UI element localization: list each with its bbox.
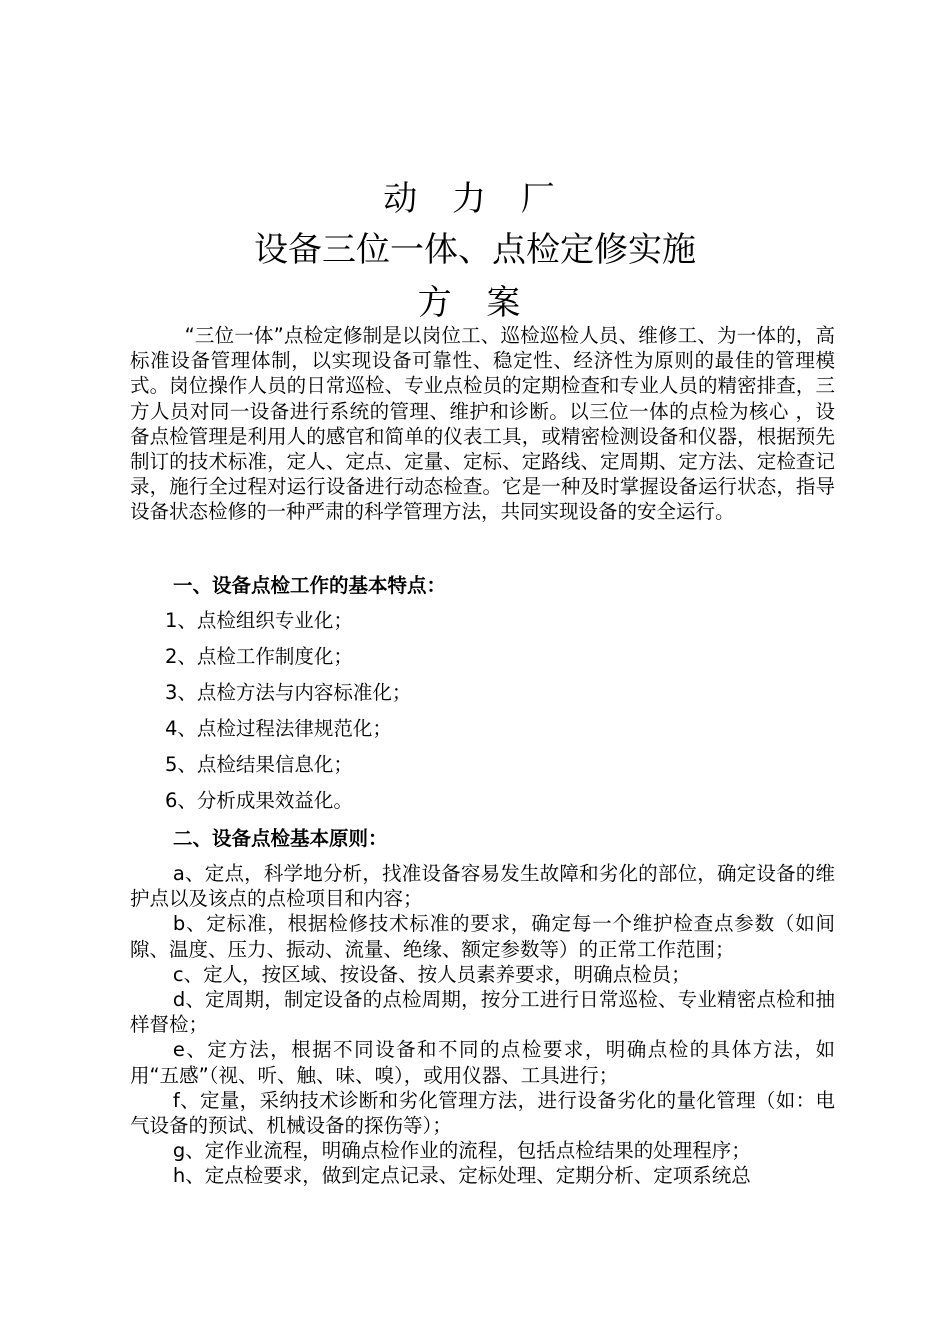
list-item: b、定标准，根据检修技术标准的要求，确定每一个维护检查点参数（如间隙、温度、压力、振动、流量、绝缘、额定参数等）的正常工作范围； xyxy=(130,912,835,961)
title-line-2: 设备三位一体、点检定修实施 xyxy=(254,230,696,270)
list-item: h、定点检要求，做到定点记录、定标处理、定期分析、定项系统总 xyxy=(172,1164,751,1188)
list-item: e、定方法，根据不同设备和不同的点检要求，明确点检的具体方法，如用“五感”（视、听、触、味、嗅），或用仪器、工具进行； xyxy=(130,1038,835,1087)
list-item: 1、点检组织专业化； xyxy=(165,609,353,632)
title-line-1: 动 力 厂 xyxy=(383,179,567,219)
list-item: a、定点，科学地分析，找准设备容易发生故障和劣化的部位，确定设备的维护点以及该点的点检项目和内容； xyxy=(130,862,835,911)
list-item: 4、点检过程法律规范化； xyxy=(165,717,392,740)
section-1-heading: 一、设备点检工作的基本特点： xyxy=(173,574,447,597)
list-item: g、定作业流程，明确点检作业的流程，包括点检结果的处理程序； xyxy=(172,1139,751,1163)
list-item: 6、分析成果效益化。 xyxy=(165,789,353,812)
list-item: d、定周期，制定设备的点检周期，按分工进行日常巡检、专业精密点检和抽样督检； xyxy=(130,988,835,1037)
principle-list xyxy=(130,861,835,1189)
title-line-3: 方 案 xyxy=(417,283,533,323)
list-item: 2、点检工作制度化； xyxy=(165,645,353,668)
list-item: 5、点检结果信息化； xyxy=(165,753,353,776)
list-item: c、定人，按区域、按设备、按人员素养要求，明确点检员； xyxy=(172,962,691,986)
section-2-heading: 二、设备点检基本原则： xyxy=(173,827,388,850)
list-item: 3、点检方法与内容标准化； xyxy=(165,681,412,704)
feature-list xyxy=(165,608,411,824)
list-item: f、定量，采纳技术诊断和劣化管理方法，进行设备劣化的量化管理（如：电气设备的预试、机械设备的探伤等）； xyxy=(130,1088,835,1138)
intro-paragraph: “三位一体”点检定修制是以岗位工、巡检巡检人员、维修工、为一体的，高标准设备管理体制，以实现设备可靠性、稳定性、经济性为原则的最佳的管理模式。岗位操作人员的日常巡检、专业点检员的定期检查和专业人员的精密排查，三方人员对同一设备进行系统的管理、维护和诊断。以三位一体的点检为核心 ，设备点检管理是利用人的感官和简单的仪表工具，或精密检测设备和仪器，根据预先制订的技术标准，定人、定点、定量、定标、定路线、定周期、定方法、定检查记录，施行全过程对运行设备进行动态检查。它是一种及时掌握设备运行状态，指导设备状态检修的一种严肃的科学管理方法，共同实现设备的安全运行。 xyxy=(130,324,835,524)
